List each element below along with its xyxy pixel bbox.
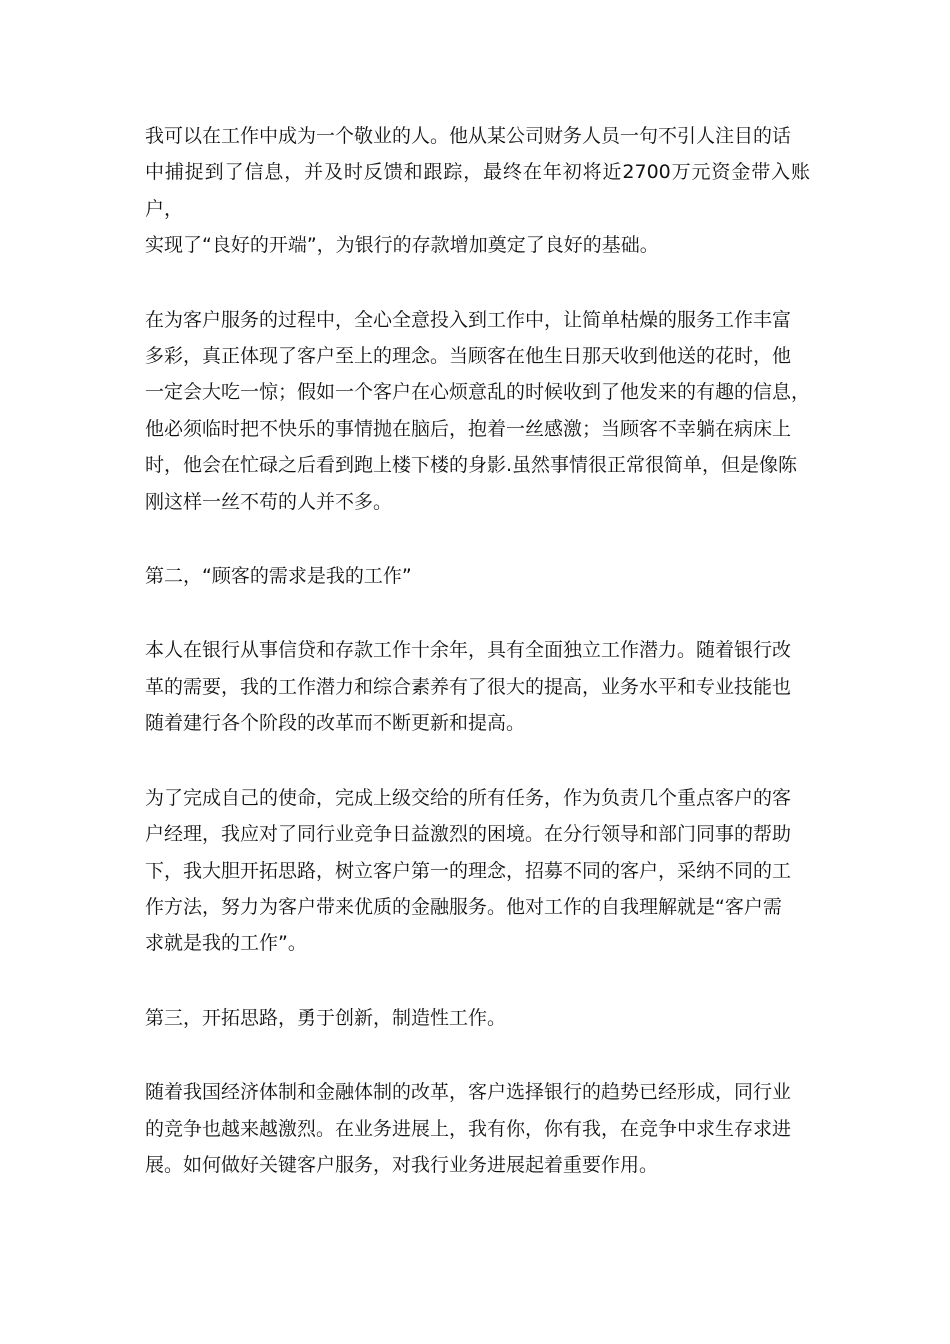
section-heading-2: 第二，“顾客的需求是我的工作”	[145, 565, 412, 588]
paragraph-1: 我可以在工作中成为一个敬业的人。他从某公司财务人员一句不引人注目的话 中捕捉到了信息，并及时反馈和跟踪，最终在年初将近2700万元资金带入账户， 实现了“良好的开端”，为银行的存款增加奠定了良好的基础。	[145, 125, 810, 257]
section-heading-3: 第三，开拓思路，勇于创新，制造性工作。	[145, 1006, 507, 1029]
paragraph-2: 在为客户服务的过程中，全心全意投入到工作中，让简单枯燥的服务工作丰富 多彩，真正体现了客户至上的理念。当顾客在他生日那天收到他送的花时，他 一定会大吃一惊；假如一个客户在心烦意乱的时候收到了他发来的有趣的信息， 他必须临时把不快乐的事情抛在脑后，抱着一丝感激；当顾客不幸躺在病床上 时，他会在忙碌之后看到跑上楼下楼的身影.虽然事情很正常很简单，但是像陈 刚这样一丝不苟的人并不多。	[145, 308, 811, 513]
paragraph-5: 随着我国经济体制和金融体制的改革，客户选择银行的趋势已经形成，同行业 的竞争也越来越激烈。在业务进展上，我有你，你有我，在竞争中求生存求进 展。如何做好关键客户服务，对我行业务进展起着重要作用。	[145, 1081, 792, 1176]
document-body	[145, 118, 810, 1221]
paragraph-4: 为了完成自己的使命，完成上级交给的所有任务，作为负责几个重点客户的客 户经理，我应对了同行业竞争日益激烈的困境。在分行领导和部门同事的帮助 下，我大胆开拓思路，树立客户第一的理念，招募不同的客户，采纳不同的工 作方法，努力为客户带来优质的金融服务。他对工作的自我理解就是“客户需 求就是我的工作”。	[145, 786, 792, 955]
paragraph-3: 本人在银行从事信贷和存款工作十余年，具有全面独立工作潜力。随着银行改 革的需要，我的工作潜力和综合素养有了很大的提高，业务水平和专业技能也 随着建行各个阶段的改革而不断更新和提高。	[145, 639, 792, 735]
